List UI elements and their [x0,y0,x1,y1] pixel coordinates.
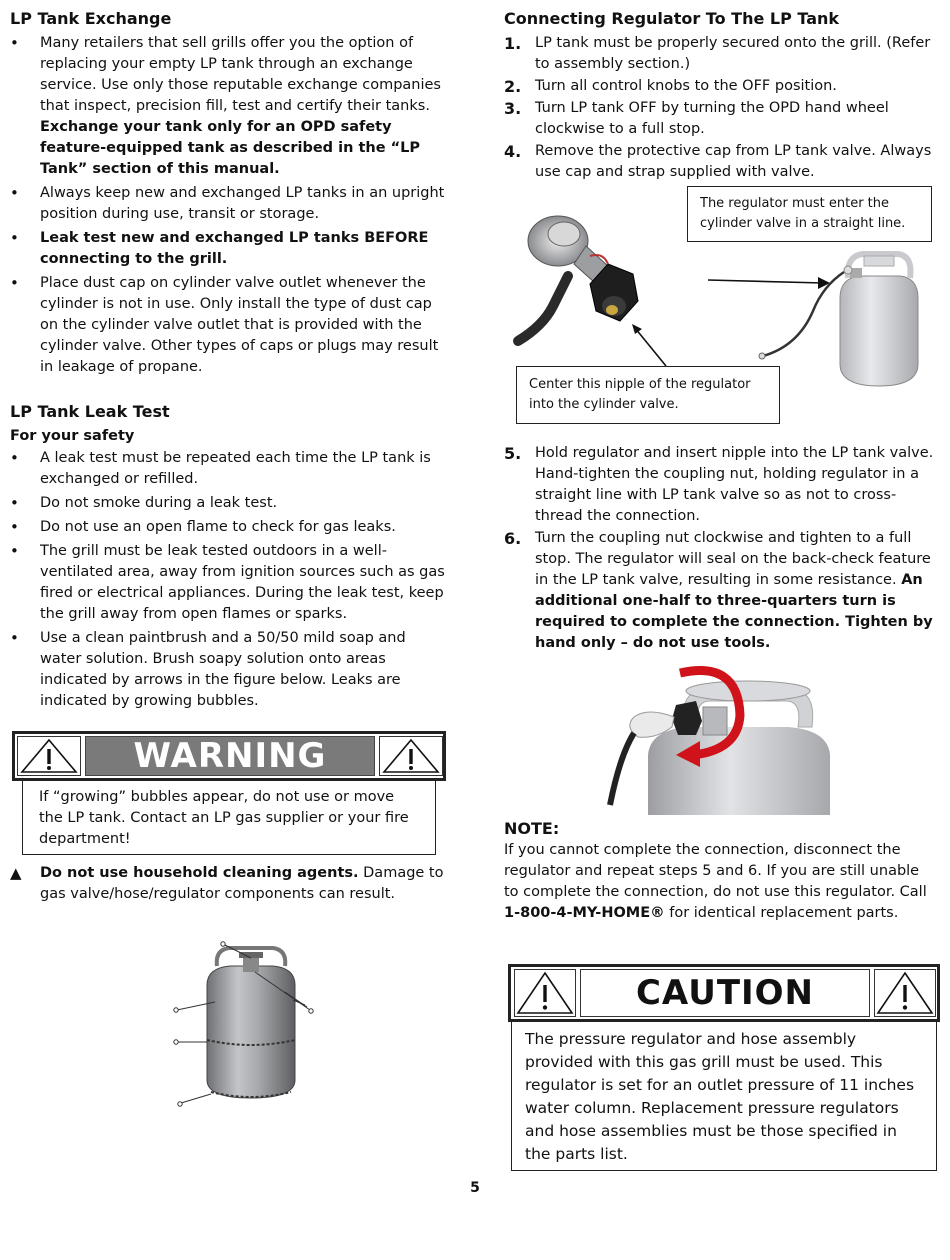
steps-list-5-6 [504,443,934,654]
list-item: • Many retailers that sell grills offer you the option of replacing your empty LP tank through an exchange service. Use only those reputable exchange companies that inspect, precision fill, test and certify their tanks. Exchange your tank only for an OPD safety feature-equipped tank as described in the “LP Tank” section of this manual. [10,33,450,180]
caution-triangle-icon [874,969,936,1017]
caution-message-box [511,1021,937,1171]
section-heading-connecting-regulator: Connecting Regulator To The LP Tank [504,9,840,28]
list-item: • Always keep new and exchanged LP tanks in an upright position during use, transit or storage. [10,183,450,225]
list-item: • Use a clean paintbrush and a 50/50 mild soap and water solution. Brush soapy solution onto areas indicated by arrows in the figure below. Leaks are indicated by growing bubbles. [10,628,450,712]
left-column [10,8,450,905]
tighten-clockwise-figure [598,655,848,815]
list-item: • The grill must be leak tested outdoors in a well-ventilated area, away from ignition sources such as gas fired or electrical appliances. During the leak test, keep the grill away from open flames or sparks. [10,541,450,625]
right-column [504,8,934,184]
steps-list-1-4 [504,33,934,183]
subheading-safety: For your safety [10,428,135,444]
warning-triangle-icon [379,736,443,776]
list-item: 2. Turn all control knobs to the OFF position. [504,77,837,96]
list-item: • Do not smoke during a leak test. [10,493,450,514]
caution-banner [508,964,940,1022]
warning-banner [12,731,446,781]
triangle-marker-icon: ▲ [10,864,22,882]
callout-straight-line: The regulator must enter the cylinder valve in a straight line. [687,186,932,242]
page-number: 5 [470,1180,480,1196]
leak-test-bullet-list [10,448,450,712]
phone-number: 1-800-4-MY-HOME® [504,905,665,921]
note-text: If you cannot complete the connection, disconnect the regulator and repeat steps 5 and 6. If you are still unable to complete the connection, do not use this regulator. Call 1-800-4-MY-HOME® for identical replacement parts. [504,842,927,921]
warning-triangle-icon [17,736,81,776]
callout-center-nipple: Center this nipple of the regulator into the cylinder valve. [516,366,780,424]
list-item: • Do not use an open flame to check for gas leaks. [10,517,450,538]
list-item: 6. Turn the coupling nut clockwise and tighten to a full stop. The regulator will seal on the back-check feature in the LP tank valve, resulting in some resistance. An additional one-half to three-quarters turn is required to complete the connection. Tighten by hand only – do not use tools. [504,529,933,651]
section-heading-leak-test: LP Tank Leak Test [10,402,170,421]
list-item: 1. LP tank must be properly secured onto the grill. (Refer to assembly section.) [504,34,931,72]
household-warning: ▲ Do not use household cleaning agents. Damage to gas valve/hose/regulator components can result. [10,864,444,902]
list-item: • Leak test new and exchanged LP tanks BEFORE connecting to the grill. [10,228,450,270]
list-item: • Place dust cap on cylinder valve outlet whenever the cylinder is not in use. Only install the type of dust cap on the cylinder valve outlet that is provided with the cylinder valve. Other types of caps or plugs may result in leakage of propane. [10,273,450,378]
warning-message-box [22,781,436,855]
caution-message: The pressure regulator and hose assembly provided with this gas grill must be used. This regulator is set for an outlet pressure of 11 inches water column. Replacement pressure regulators and hose assemblies must be those specified in the parts list. [525,1030,915,1163]
exchange-bullet-list [10,33,450,378]
list-item: 3. Turn LP tank OFF by turning the OPD hand wheel clockwise to a full stop. [504,99,889,137]
section-heading-tank-exchange: LP Tank Exchange [10,9,172,28]
warning-message: If “growing” bubbles appear, do not use or move the LP tank. Contact an LP gas supplier or your fire department! [39,789,409,847]
list-item: 4. Remove the protective cap from LP tank valve. Always use cap and strap supplied with valve. [504,142,932,180]
tank-leak-test-figure [155,930,355,1110]
list-item: 5. Hold regulator and insert nipple into the LP tank valve. Hand-tighten the coupling nut, holding regulator in a straight line with LP tank valve so as not to cross-thread the connection. [504,444,934,524]
caution-triangle-icon [514,969,576,1017]
warning-label: WARNING [85,736,375,776]
caution-label: CAUTION [580,969,870,1017]
note-heading: NOTE: [504,819,560,838]
regulator-connection-figure [508,186,938,426]
list-item: • A leak test must be repeated each time the LP tank is exchanged or refilled. [10,448,450,490]
note-section [504,818,936,924]
steps-5-6 [504,443,934,655]
